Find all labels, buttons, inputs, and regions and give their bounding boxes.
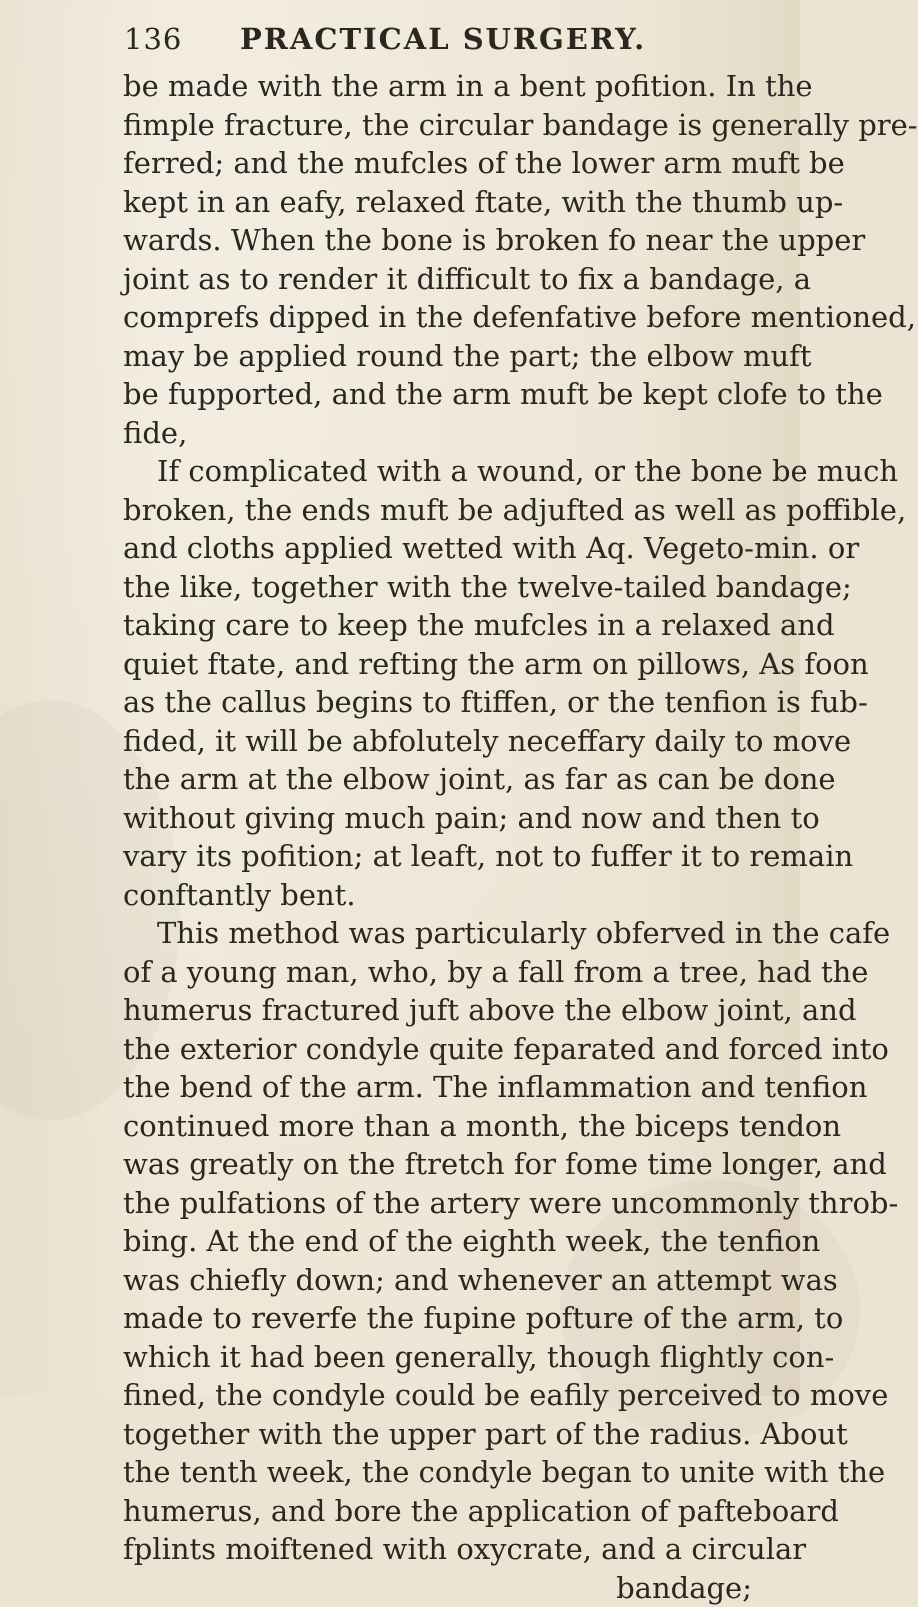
text-line: wards. When the bone is broken fo near the upper xyxy=(123,221,770,260)
text-line: the bend of the arm. The inflammation and tenfion xyxy=(123,1068,770,1107)
text-line: be fupported, and the arm muft be kept clofe to the xyxy=(123,375,770,414)
text-line: the arm at the elbow joint, as far as can be done xyxy=(123,760,770,799)
text-line: may be applied round the part; the elbow muft xyxy=(123,337,770,376)
text-line: bing. At the end of the eighth week, the tenfion xyxy=(123,1222,770,1261)
text-line: taking care to keep the mufcles in a relaxed and xyxy=(123,606,770,645)
catchword-line: bandage; xyxy=(123,1569,770,1607)
text-line: the tenth week, the condyle began to unite with the xyxy=(123,1453,770,1492)
text-line: the like, together with the twelve-tailed bandage; xyxy=(123,568,770,607)
text-line: fide, xyxy=(123,414,770,453)
text-line: the exterior condyle quite feparated and forced into xyxy=(123,1030,770,1069)
text-line: vary its pofition; at leaft, not to fuffer it to remain xyxy=(123,837,770,876)
paragraph-start: If complicated with a wound, or the bone be much xyxy=(123,452,770,491)
text-line: quiet ftate, and refting the arm on pillows, As foon xyxy=(123,645,770,684)
text-line: made to reverfe the fupine pofture of the arm, to xyxy=(123,1299,770,1338)
text-line: fined, the condyle could be eafily perceived to move xyxy=(123,1376,770,1415)
text-line: fplints moiftened with oxycrate, and a circular xyxy=(123,1530,770,1569)
text-line: conftantly bent. xyxy=(123,876,770,915)
text-line: continued more than a month, the biceps tendon xyxy=(123,1107,770,1146)
text-line: comprefs dipped in the defenfative before mentioned, xyxy=(123,298,770,337)
text-line: broken, the ends muft be adjufted as well as poffible, xyxy=(123,491,770,530)
text-line: the pulfations of the artery were uncommonly throb- xyxy=(123,1184,770,1223)
text-line: fided, it will be abfolutely neceffary daily to move xyxy=(123,722,770,761)
text-line: be made with the arm in a bent pofition. In the xyxy=(123,67,770,106)
page-header xyxy=(100,22,740,72)
running-head: PRACTICAL SURGERY. xyxy=(240,22,646,56)
text-line: which it had been generally, though flightly con- xyxy=(123,1338,770,1377)
text-line: humerus, and bore the application of pafteboard xyxy=(123,1492,770,1531)
text-line: joint as to render it difficult to fix a bandage, a xyxy=(123,260,770,299)
text-line: without giving much pain; and now and then to xyxy=(123,799,770,838)
page-number: 136 xyxy=(124,22,182,56)
text-line: of a young man, who, by a fall from a tree, had the xyxy=(123,953,770,992)
text-line: ferred; and the mufcles of the lower arm muft be xyxy=(123,144,770,183)
text-line: was greatly on the ftretch for fome time longer, and xyxy=(123,1145,770,1184)
text-line: humerus fractured juft above the elbow joint, and xyxy=(123,991,770,1030)
text-line: was chiefly down; and whenever an attempt was xyxy=(123,1261,770,1300)
body-text xyxy=(123,67,770,1607)
text-line: as the callus begins to ftiffen, or the tenfion is fub- xyxy=(123,683,770,722)
text-line: together with the upper part of the radius. About xyxy=(123,1415,770,1454)
paragraph-start: This method was particularly obferved in the cafe xyxy=(123,914,770,953)
text-line: fimple fracture, the circular bandage is generally pre- xyxy=(123,106,770,145)
text-line: and cloths applied wetted with Aq. Vegeto-min. or xyxy=(123,529,770,568)
text-line: kept in an eafy, relaxed ftate, with the thumb up- xyxy=(123,183,770,222)
